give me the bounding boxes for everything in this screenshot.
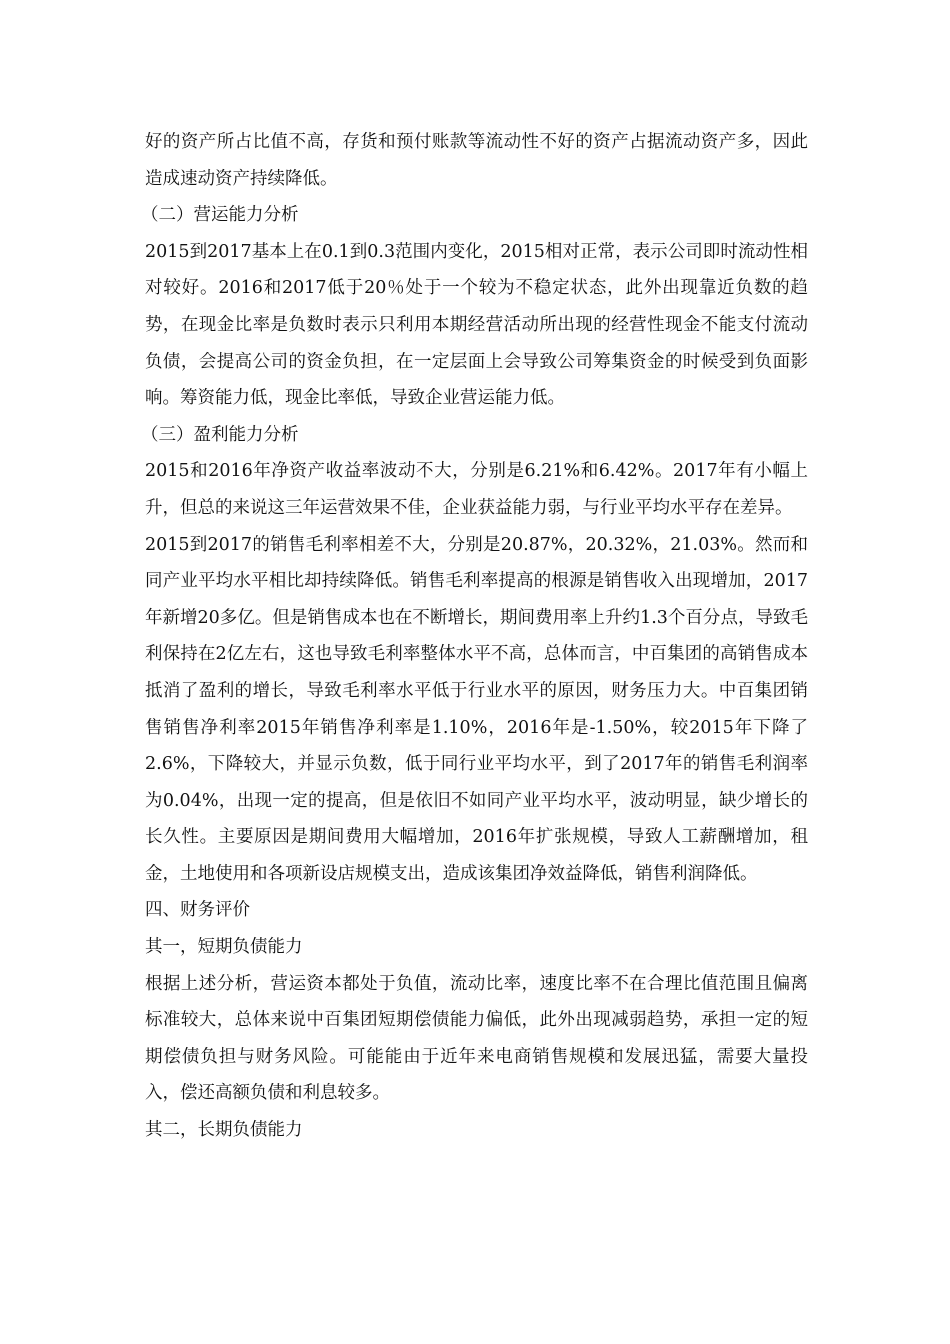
paragraph-short-term-debt: 根据上述分析，营运资本都处于负值，流动比率，速度比率不在合理比值范围且偏离标准较大，总体来说中百集团短期偿债能力偏低，此外出现减弱趋势，承担一定的短期偿债负担与财务风险。可能能由于近年来电商销售规模和发展迅猛，需要大量投入，偿还高额负债和利息较多。 — [145, 973, 808, 1104]
subheading-short-term-debt: 其一，短期负债能力 — [145, 937, 303, 958]
section-heading-profitability: （三）盈利能力分析 — [141, 424, 299, 445]
document-body — [141, 124, 808, 1149]
paragraph-gross-margin: 2015到2017的销售毛利率相差不大，分别是20.87%，20.32%，21.03%。然而和同产业平均水平相比却持续降低。销售毛利率提高的根源是销售收入出现增加，2017年新增20多亿。但是销售成本也在不断增长，期间费用率上升约1.3个百分点，导致毛利保持在2亿左右，这也导致毛利率整体水平不高，总体而言，中百集团的高销售成本抵消了盈利的增长，导致毛利率水平低于行业水平的原因，财务压力大。中百集团销售销售净利率2015年销售净利率是1.10%，2016年是-1.50%，较2015年下降了2.6%，下降较大，并显示负数，低于同行业平均水平，到了2017年的销售毛利润率为0.04%，出现一定的提高，但是依旧不如同产业平均水平，波动明显，缺少增长的长久性。主要原因是期间费用大幅增加，2016年扩张规模，导致人工薪酬增加，租金，土地使用和各项新设店规模支出，造成该集团净效益降低，销售利润降低。 — [145, 534, 808, 884]
subheading-long-term-debt: 其二，长期负债能力 — [145, 1120, 303, 1141]
section-heading-operating-capacity: （二）营运能力分析 — [141, 205, 299, 226]
paragraph-roe: 2015和2016年净资产收益率波动不大，分别是6.21%和6.42%。2017年有小幅上升，但总的来说这三年运营效果不佳，企业获益能力弱，与行业平均水平存在差异。 — [145, 461, 808, 518]
paragraph-operating-capacity: 2015到2017基本上在0.1到0.3范围内变化，2015相对正常，表示公司即时流动性相对较好。2016和2017低于20％处于一个较为不稳定状态，此外出现靠近负数的趋势，在现金比率是负数时表示只利用本期经营活动所出现的经营性现金不能支付流动负债，会提高公司的资金负担，在一定层面上会导致公司筹集资金的时候受到负面影响。筹资能力低，现金比率低，导致企业营运能力低。 — [145, 241, 808, 409]
section-heading-financial-evaluation: 四、财务评价 — [145, 900, 250, 921]
paragraph-quick-assets: 好的资产所占比值不高，存货和预付账款等流动性不好的资产占据流动资产多，因此造成速动资产持续降低。 — [145, 132, 808, 189]
